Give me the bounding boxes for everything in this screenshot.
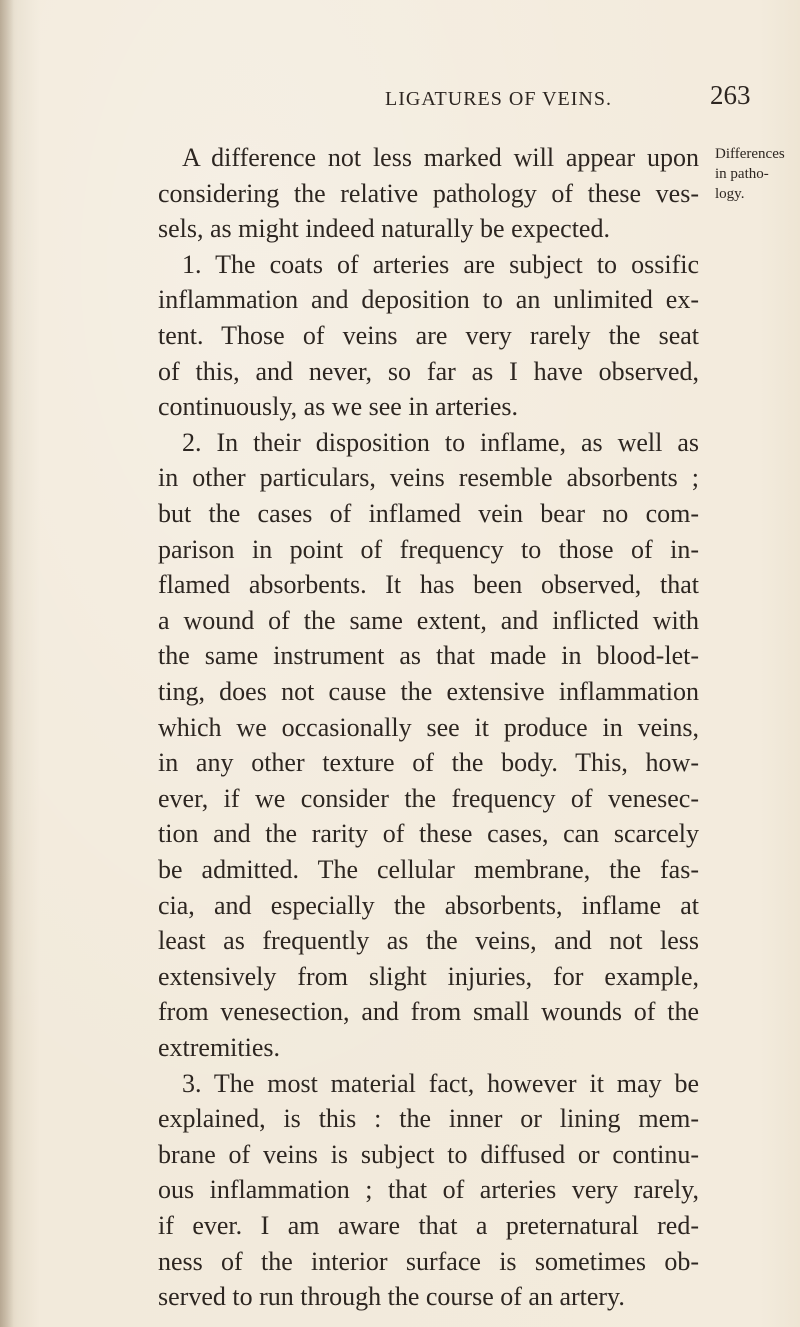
text-line: if ever. I am aware that a preternatural red-	[158, 1211, 699, 1240]
text-line: in any other texture of the body. This, how-	[158, 748, 699, 778]
text-line: sels, as might indeed naturally be expected.	[158, 214, 610, 244]
text-line: which we occasionally see it produce in veins,	[158, 712, 699, 742]
text-line: extremities.	[158, 1033, 281, 1062]
text-line: tent. Those of veins are very rarely the seat	[158, 321, 699, 350]
text-line: inflammation and deposition to an unlimited ex-	[158, 285, 699, 315]
text-line: in other particulars, veins resemble absorbents ;	[158, 463, 699, 493]
text-line: ting, does not cause the extensive inflammation	[158, 677, 699, 706]
text-line: 2. In their disposition to inflame, as well as	[182, 427, 699, 457]
text-line: ever, if we consider the frequency of venesec-	[158, 783, 699, 813]
margin-note-line: in patho-	[715, 166, 769, 182]
margin-note-line: logy.	[715, 186, 745, 202]
page-number: 263	[710, 80, 751, 110]
text-line: from venesection, and from small wounds of the	[158, 997, 699, 1027]
text-line: of this, and never, so far as I have observed,	[158, 356, 699, 386]
text-line: explained, is this : the inner or lining mem-	[158, 1104, 699, 1134]
text-line: 1. The coats of arteries are subject to ossific	[182, 249, 699, 279]
text-line: flamed absorbents. It has been observed, that	[158, 570, 699, 600]
margin-note	[715, 144, 797, 204]
page-header	[0, 80, 800, 120]
text-line: continuously, as we see in arteries.	[158, 392, 519, 422]
text-line: ous inflammation ; that of arteries very rarely,	[158, 1175, 699, 1205]
text-line: served to run through the course of an artery.	[158, 1282, 625, 1312]
text-line: A difference not less marked will appear upon	[182, 143, 699, 172]
text-line: be admitted. The cellular membrane, the fas-	[158, 855, 699, 884]
text-line: tion and the rarity of these cases, can scarcely	[158, 819, 699, 849]
running-head: LIGATURES OF VEINS.	[385, 88, 612, 110]
text-line: least as frequently as the veins, and not less	[158, 926, 699, 956]
text-line: extensively from slight injuries, for example,	[158, 961, 699, 991]
text-line: considering the relative pathology of these ves-	[158, 178, 699, 208]
text-line: a wound of the same extent, and inflicted with	[158, 605, 699, 635]
text-line: the same instrument as that made in blood-let-	[158, 641, 699, 671]
binding-gutter	[0, 0, 14, 1327]
text-line: brane of veins is subject to diffused or continu-	[158, 1139, 699, 1169]
text-line: ness of the interior surface is sometimes ob-	[158, 1246, 699, 1276]
text-line: but the cases of inflamed vein bear no com-	[158, 499, 699, 528]
text-line: cia, and especially the absorbents, inflame at	[158, 890, 699, 920]
text-line: parison in point of frequency to those of in-	[158, 534, 699, 564]
margin-note-line: Differences	[715, 146, 785, 162]
text-line: 3. The most material fact, however it may be	[182, 1068, 699, 1098]
